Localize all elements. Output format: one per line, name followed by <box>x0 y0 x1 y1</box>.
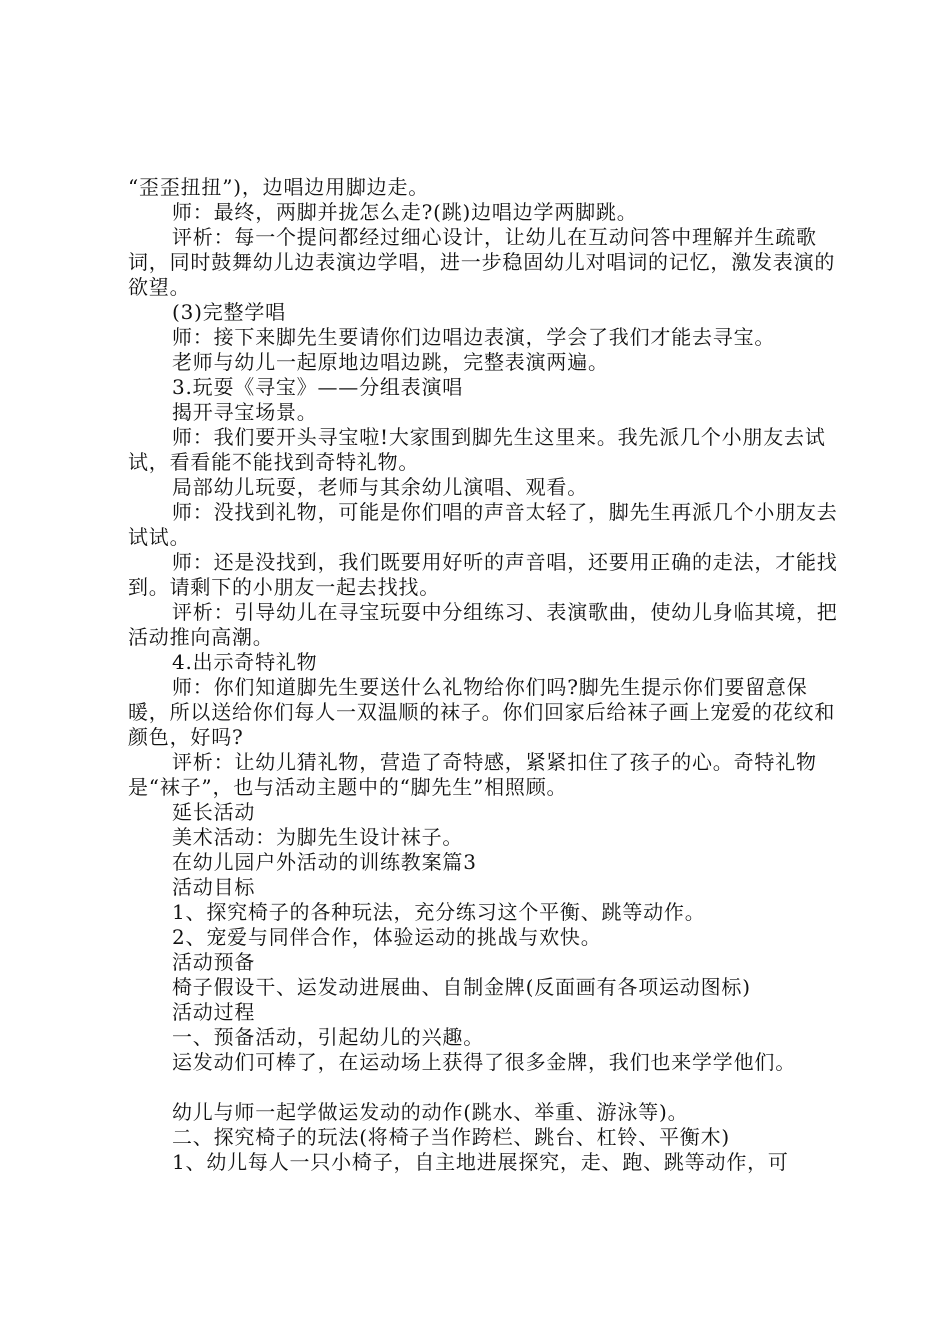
paragraph: 在幼儿园户外活动的训练教案篇3 <box>172 850 477 874</box>
paragraph: 运发动们可棒了，在运动场上获得了很多金牌，我们也来学学他们。 <box>172 1050 796 1074</box>
paragraph: 延长活动 <box>172 800 256 824</box>
paragraph: 评析：让幼儿猜礼物，营造了奇特感，紧紧扣住了孩子的心。奇特礼物是“袜子”，也与活动主题中的“脚先生”相照顾。 <box>128 750 817 799</box>
paragraph: (3)完整学唱 <box>172 300 286 324</box>
paragraph: 师：最终，两脚并拢怎么走?(跳)边唱边学两脚跳。 <box>172 200 638 224</box>
paragraph: 幼儿与师一起学做运发动的动作(跳水、举重、游泳等)。 <box>172 1100 689 1124</box>
paragraph: 活动目标 <box>172 875 256 899</box>
paragraph: 师：还是没找到，我们既要用好听的声音唱，还要用正确的走法，才能找到。请剩下的小朋友一起去找找。 <box>128 550 838 599</box>
paragraph: 揭开寻宝场景。 <box>172 400 318 424</box>
paragraph: 二、探究椅子的玩法(将椅子当作跨栏、跳台、杠铃、平衡木) <box>172 1125 731 1149</box>
paragraph: 师：我们要开头寻宝啦!大家围到脚先生这里来。我先派几个小朋友去试试，看看能不能找到奇特礼物。 <box>128 425 826 474</box>
paragraph: 1、幼儿每人一只小椅子，自主地进展探究，走、跑、跳等动作，可 <box>172 1150 789 1174</box>
paragraph: 师：你们知道脚先生要送什么礼物给你们吗?脚先生提示你们要留意保暖，所以送给你们每人一双温顺的袜子。你们回家后给袜子画上宠爱的花纹和颜色，好吗? <box>128 675 836 749</box>
paragraph: 活动预备 <box>172 950 256 974</box>
paragraph: 美术活动：为脚先生设计袜子。 <box>172 825 464 849</box>
paragraph: 活动过程 <box>172 1000 256 1024</box>
paragraph: 评析：引导幼儿在寻宝玩耍中分组练习、表演歌曲，使幼儿身临其境，把活动推向高潮。 <box>128 600 838 649</box>
paragraph: 一、预备活动，引起幼儿的兴趣。 <box>172 1025 484 1049</box>
blank-line <box>128 1075 848 1100</box>
paragraph: 4.出示奇特礼物 <box>172 650 318 674</box>
paragraph: 2、宠爱与同伴合作，体验运动的挑战与欢快。 <box>172 925 602 949</box>
paragraph: 椅子假设干、运发动进展曲、自制金牌(反面画有各项运动图标) <box>172 975 751 999</box>
paragraph: 师：没找到礼物，可能是你们唱的声音太轻了，脚先生再派几个小朋友去试试。 <box>128 500 838 549</box>
paragraph: 评析：每一个提问都经过细心设计，让幼儿在互动问答中理解并生疏歌词，同时鼓舞幼儿边表演边学唱，进一步稳固幼儿对唱词的记忆，激发表演的欲望。 <box>128 225 836 299</box>
paragraph: 3.玩耍《寻宝》——分组表演唱 <box>172 375 464 399</box>
paragraph: 1、探究椅子的各种玩法，充分练习这个平衡、跳等动作。 <box>172 900 706 924</box>
paragraph: 师：接下来脚先生要请你们边唱边表演，学会了我们才能去寻宝。 <box>172 325 776 349</box>
paragraph: 老师与幼儿一起原地边唱边跳，完整表演两遍。 <box>172 350 609 374</box>
document-body <box>128 175 848 1175</box>
paragraph: 局部幼儿玩耍，老师与其余幼儿演唱、观看。 <box>172 475 588 499</box>
paragraph: “歪歪扭扭”)，边唱边用脚边走。 <box>128 175 430 199</box>
